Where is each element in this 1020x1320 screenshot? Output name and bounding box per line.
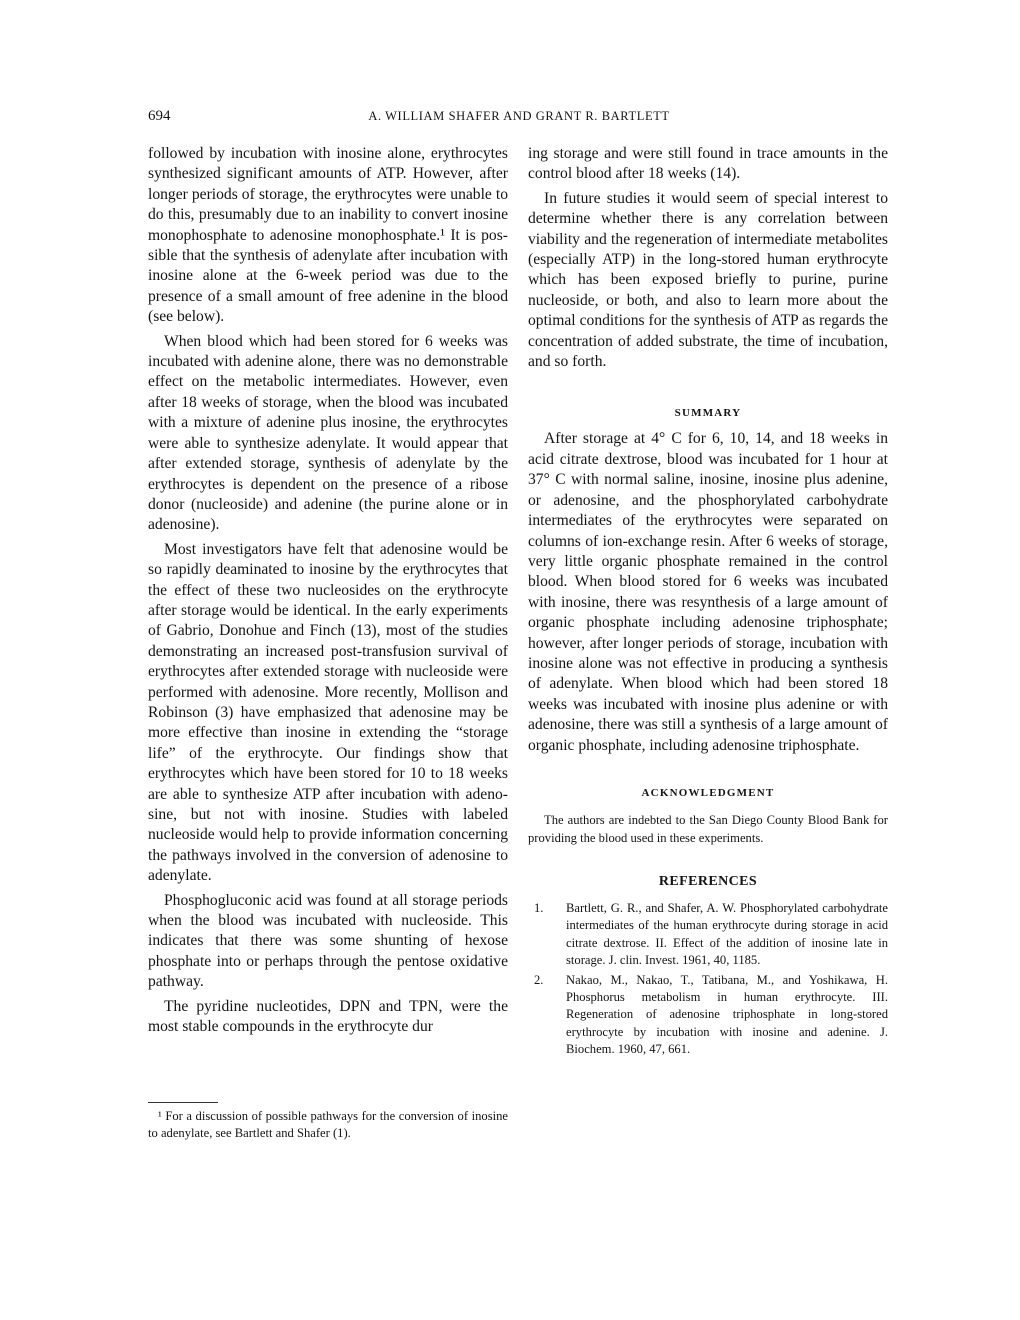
- page-header: [148, 108, 890, 130]
- acknowledgment-section: [528, 812, 888, 847]
- reference-text: Bartlett, G. R., and Shafer, A. W. Phosphorylated carbohydrate intermediates of the human erythrocyte during storage in acid citrate dextrose. II. Effect of the addition of inosine late in storage. J. clin. Invest. 1961, 40, 1185.: [566, 901, 888, 967]
- summary-heading: SUMMARY: [674, 407, 742, 420]
- paragraph: followed by incubation with inosine alone, erythrocytes synthesized significant amounts of ATP. However, after longer periods of storage, the erythrocytes were unable to do this, presumably due to an inability to convert inosine monophosphate to adenosine monophosphate.¹ It is possible that the synthesis of adenylate after incubation with inosine alone at the 6-week period was due to the presence of a small amount of free adenine in the blood (see below).: [148, 145, 508, 326]
- acknowledgment-heading: ACKNOWLEDGMENT: [641, 786, 775, 799]
- summary-section: [528, 429, 888, 756]
- paragraph: ing storage and were still found in trace amounts in the control blood after 18 weeks (14).: [528, 145, 888, 183]
- paragraph: When blood which had been stored for 6 weeks was incubated with adenine alone, there was no demonstrable effect on the metabolic intermediates. However, even after 18 weeks of storage, when the blood was incubated with a mixture of adenine plus inosine, the erythrocytes were able to synthesize adenylate. It would appear that after extended storage, synthesis of adenylate by the erythrocytes is dependent on the presence of a ribose donor (nucleoside) and adenine (the purine alone or in adenosine).: [148, 332, 508, 534]
- paragraph: Most investigators have felt that adenosine would be so rapidly deaminated to inosine by the erythrocytes that the effect of these two nucleosides on the erythrocyte after storage would be identical. In the early experiments of Gabrio, Donohue and Finch (13), most of the studies demonstrating an increased post-transfusion survival of erythrocytes after extended storage with nucleoside were performed with adenosine. More recently, Mollison and Robinson (3) have emphasized that adenosine may be more effective than inosine in extending the “storage life” of the erythrocyte. Our findings show that erythrocytes which have been stored for 10 to 18 weeks are able to synthesize ATP after incubation with adenosine, but not with inosine. Studies with labeled nucleoside would help to provide information concerning the pathways involved in the conversion of adenosine to adenylate.: [148, 540, 508, 885]
- paragraph: The pyridine nucleotides, DPN and TPN, were the most stable compounds in the erythrocyte dur: [148, 997, 508, 1036]
- references-heading: REFERENCES: [658, 874, 758, 890]
- reference-item: [528, 972, 888, 1058]
- page-number: 694: [148, 108, 171, 124]
- right-column: [528, 144, 888, 1061]
- footnote: [148, 1108, 508, 1142]
- footnote-rule: [148, 1102, 218, 1103]
- right-column-text: [528, 144, 888, 372]
- summary-text: After storage at 4° C for 6, 10, 14, and 18 weeks in acid citrate dextrose, blood was incubated for 1 hour at 37° C with normal saline, inosine, inosine plus adenine, or adenosine, and the phosphorylated carbohydrate intermediates of the erythrocytes were separated on columns of ion-exchange resin. After 6 weeks of storage, very little organic phosphate remained in the control blood. When blood stored for 6 weeks was incubated with inosine, there was resynthesis of a large amount of organic phosphate including adenosine triphosphate; however, after longer periods of storage, incubation with inosine alone was not effective in producing a synthesis of adenylate. When blood which had been stored 18 weeks was incubated with inosine plus adenine or with adenosine, there was still a synthesis of a large amount of organic phosphate, including adenosine triphosphate.: [528, 430, 888, 754]
- running-head: A. WILLIAM SHAFER AND GRANT R. BARTLETT: [368, 109, 670, 123]
- left-column: [148, 144, 508, 1041]
- footnote-text: ¹ For a discussion of possible pathways for the conversion of inosine to adenylate, see Bartlett and Shafer (1).: [148, 1109, 508, 1141]
- reference-number: 2.: [534, 972, 544, 987]
- paragraph: In future studies it would seem of special interest to determine whether there is any correlation between viability and the regeneration of intermediate metabolites (especially ATP) in the long-stored human erythrocyte which has been exposed briefly to purine, purine nucleoside, or both, and also to learn more about the optimal conditions for the synthesis of ATP as regards the concentration of added substrate, the time of incubation, and so forth.: [528, 189, 888, 371]
- reference-number: 1.: [534, 901, 544, 916]
- acknowledgment-text: The authors are indebted to the San Diego County Blood Bank for providing the blood used in these experiments.: [528, 812, 888, 845]
- paragraph: Phosphogluconic acid was found at all storage periods when the blood was incubated with nucleoside. This indicates that there was some shunting of hexose phosphate into or perhaps through the pentose oxidative pathway.: [148, 891, 508, 991]
- reference-text: Nakao, M., Nakao, T., Tatibana, M., and Yoshikawa, H. Phosphorus metabolism in human erythrocyte. III. Regeneration of adenosine triphosphate in long-stored erythrocyte by incubation with inosine and adenine. J. Biochem. 1960, 47, 661.: [566, 972, 888, 1056]
- left-column-text: [148, 144, 508, 1037]
- reference-list: [528, 900, 888, 1058]
- reference-item: [528, 900, 888, 969]
